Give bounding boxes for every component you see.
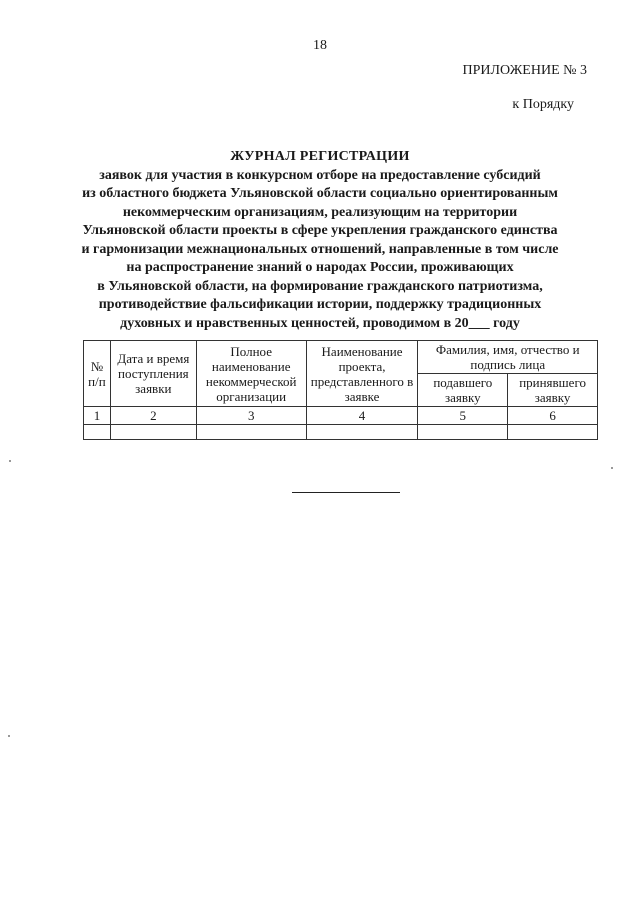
page-number: 18 [313, 38, 327, 53]
header-project: Наименование проекта, представленного в заявке [306, 341, 418, 407]
order-reference: к Порядку [512, 97, 574, 112]
document-title-block [60, 148, 580, 333]
column-number: 4 [306, 407, 418, 425]
header-date: Дата и время поступления заявки [110, 341, 196, 407]
registration-table [83, 340, 598, 440]
header-num: № п/п [84, 341, 111, 407]
subtitle-line: противодействие фальсификации истории, поддержку традиционных [98, 297, 542, 312]
table-numbering-row [84, 407, 598, 425]
empty-cell [196, 425, 306, 440]
column-number: 2 [110, 407, 196, 425]
empty-cell [84, 425, 111, 440]
subtitle-line: некоммерческим организациям, реализующим на территории [122, 204, 518, 220]
table-empty-row [84, 425, 598, 440]
empty-cell [508, 425, 598, 440]
subtitle-line: и гармонизации межнациональных отношений, направленные в том числе [81, 241, 559, 257]
empty-cell [418, 425, 508, 440]
scan-speck [9, 460, 11, 462]
document-title: ЖУРНАЛ РЕГИСТРАЦИИ [230, 149, 410, 164]
header-person: Фамилия, имя, отчество и подпись лица [418, 341, 598, 374]
subtitle-line: заявок для участия в конкурсном отборе на предоставление субсидий [99, 167, 541, 183]
scan-speck [8, 735, 10, 737]
header-accepted: принявшего заявку [508, 374, 598, 407]
subtitle-line: в Ульяновской области, на формирование гражданского патриотизма, [97, 278, 543, 294]
subtitle-line: из областного бюджета Ульяновской области социально ориентированным [82, 186, 558, 201]
subtitle-line: на распространение знаний о народах России, проживающих [126, 260, 514, 275]
end-rule [292, 492, 400, 493]
scan-speck [611, 467, 613, 469]
column-number: 1 [84, 407, 111, 425]
header-submitted: подавшего заявку [418, 374, 508, 407]
column-number: 3 [196, 407, 306, 425]
subtitle-line: духовных и нравственных ценностей, проводимом в 20___ году [120, 315, 520, 331]
empty-cell [110, 425, 196, 440]
table-header-row [84, 341, 598, 374]
column-number: 5 [418, 407, 508, 425]
empty-cell [306, 425, 418, 440]
appendix-label: ПРИЛОЖЕНИЕ № 3 [462, 63, 587, 78]
subtitle-line: Ульяновской области проекты в сфере укрепления гражданского единства [82, 223, 558, 238]
column-number: 6 [508, 407, 598, 425]
header-org: Полное наименование некоммерческой организации [196, 341, 306, 407]
